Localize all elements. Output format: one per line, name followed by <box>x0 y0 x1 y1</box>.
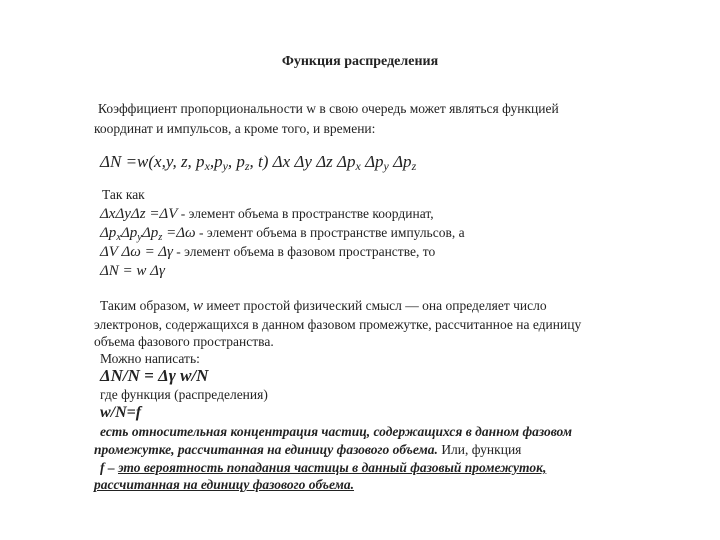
dw-part: =Δω <box>162 225 196 241</box>
para2-w: w <box>193 298 204 314</box>
formula-part: ΔN =w(x,y, z, p <box>100 152 205 171</box>
para2-text: Таким образом, <box>100 298 194 313</box>
page-title: Функция распределения <box>281 54 439 69</box>
dw-part: Δp <box>141 225 159 241</box>
dg-formula: ΔV Δω = Δγ <box>100 244 173 260</box>
dg-line <box>100 244 435 261</box>
wnf-formula: w/N=f <box>100 404 142 421</box>
intro-line-1: Коэффициент пропорциональности w в свою очередь может являться функцией <box>98 101 559 116</box>
dw-sub: x <box>116 232 121 243</box>
mozhno-line: Можно написать: <box>100 351 200 366</box>
dw-sub: z <box>158 232 163 243</box>
dw-line <box>100 225 465 242</box>
dv-formula: ΔxΔyΔz =ΔV <box>100 206 178 222</box>
underlined-line-1 <box>100 460 546 476</box>
formula-sub: x <box>355 159 361 173</box>
formula-part: , p <box>227 152 245 171</box>
formula-sub: y <box>222 159 228 173</box>
para2-line-3: объема фазового пространства. <box>94 334 274 349</box>
formula-sub: z <box>411 159 417 173</box>
underlined-line-2: рассчитанная на единицу фазового объема. <box>94 477 355 492</box>
dg-text: - элемент объема в фазовом пространстве, то <box>172 244 436 259</box>
intro-line-2: координат и импульсов, а кроме того, и времени: <box>94 121 376 136</box>
tak-kak-line: Так как <box>102 187 145 202</box>
dw-formula <box>100 225 196 241</box>
formula-part: ,p <box>209 152 223 171</box>
plain-text: Или, функция <box>437 442 522 457</box>
ratio-formula: ΔN/N = Δγ w/N <box>100 366 209 385</box>
dw-sub: y <box>137 232 142 243</box>
dw-part: Δp <box>100 225 117 241</box>
formula-part: , t) Δx Δy Δz Δp <box>249 152 356 171</box>
italic-text: промежутке, рассчитанная на единицу фазового объема. <box>94 442 438 457</box>
dv-line <box>100 206 434 223</box>
para2-line-1 <box>100 298 547 315</box>
gde-line: где функция (распределения) <box>100 387 268 402</box>
dw-part: Δp <box>120 225 138 241</box>
dv-text: - элемент объема в пространстве координат, <box>177 206 434 221</box>
dn-formula-line: ΔN = w Δγ <box>100 263 165 279</box>
formula-sub: x <box>204 159 210 173</box>
italic-line-1: есть относительная концентрация частиц, содержащихся в данном фазовом <box>100 424 573 439</box>
italic-line-2 <box>94 442 521 458</box>
dw-text: - элемент объема в пространстве импульсов, а <box>195 225 465 240</box>
f-dash: f – <box>100 460 118 475</box>
formula-part: Δp <box>360 152 384 171</box>
formula-sub: z <box>244 159 250 173</box>
main-formula <box>100 152 416 172</box>
formula-part: Δp <box>388 152 412 171</box>
formula-sub: y <box>383 159 389 173</box>
para2-text: имеет простой физический смысл — она определяет число <box>203 298 547 313</box>
ul-text: это вероятность попадания частицы в данный фазовый промежуток, <box>118 460 547 475</box>
para2-line-2: электронов, содержащихся в данном фазовом промежутке, рассчитанное на единицу <box>94 317 582 332</box>
